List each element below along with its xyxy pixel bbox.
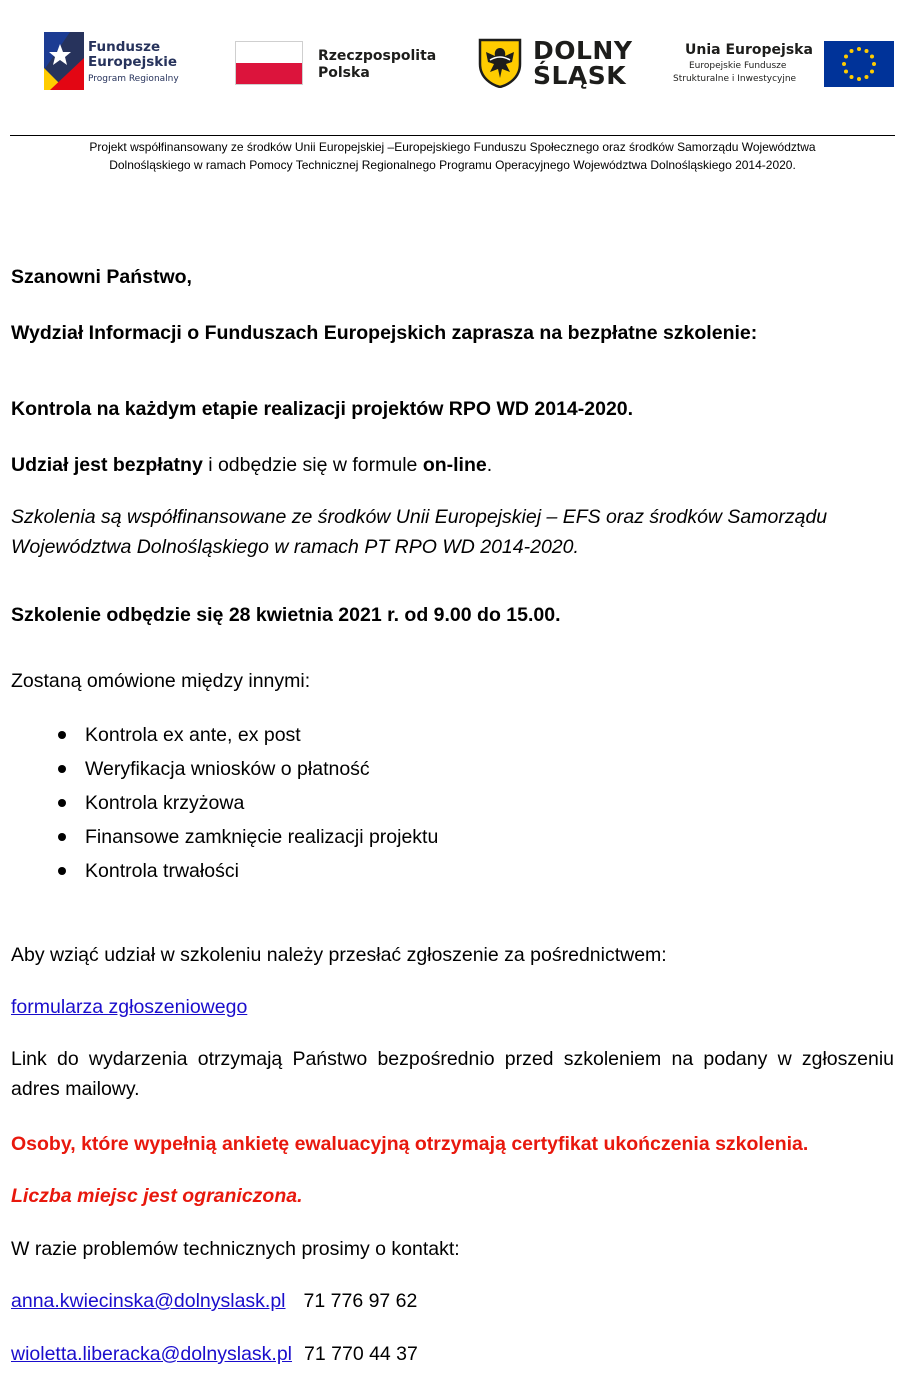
- ds-line1: DOLNY: [533, 36, 633, 65]
- registration-form-link[interactable]: formularza zgłoszeniowego: [11, 996, 248, 1018]
- logo-strip: [0, 0, 900, 125]
- rp-line1: Rzeczpospolita: [318, 48, 437, 64]
- dolny-slask-logo: [478, 36, 638, 92]
- contact-email-link[interactable]: anna.kwiecinska@dolnyslask.pl: [11, 1290, 286, 1312]
- register-intro: Aby wziąć udział w szkoleniu należy przesłać zgłoszenie za pośrednictwem:: [11, 944, 667, 966]
- topic-text: Kontrola krzyżowa: [85, 792, 245, 814]
- topic-text: Kontrola trwałości: [85, 860, 239, 882]
- ue-line1: Unia Europejska: [685, 42, 813, 58]
- link-info: Link do wydarzenia otrzymają Państwo bezpośrednio przed szkoleniem na podany w zgłoszeniu adres mailowy.: [11, 1048, 894, 1100]
- topic-text: Weryfikacja wniosków o płatność: [85, 758, 370, 780]
- bullet-icon: [58, 765, 66, 773]
- bullet-icon: [58, 833, 66, 841]
- cofinancing-disclaimer: [10, 138, 895, 174]
- rzeczpospolita-polska-logo: [235, 38, 445, 90]
- polish-flag-icon: [235, 41, 303, 85]
- eagle-shield-icon: [478, 38, 522, 88]
- participation-note: [11, 450, 894, 480]
- contact-row: [11, 1286, 894, 1316]
- contact-row: [11, 1339, 894, 1369]
- bullet-icon: [58, 731, 66, 739]
- free-online: on-line: [422, 454, 487, 476]
- header-rule: [10, 135, 895, 136]
- training-title: Kontrola na każdym etapie realizacji projektów RPO WD 2014-2020.: [11, 398, 634, 420]
- list-item: [11, 752, 438, 786]
- funding-note: Szkolenia są współfinansowane ze środków Unii Europejskiej – EFS oraz środków Samorządu Województwa Dolnośląskiego w ramach PT RPO WD 2014-2020.: [11, 506, 828, 558]
- fundusze-europejskie-logo: [40, 30, 200, 92]
- ue-line3: Strukturalne i Inwestycyjne: [673, 74, 797, 84]
- contact-email-link[interactable]: wioletta.liberacka@dolnyslask.pl: [11, 1343, 293, 1365]
- fundusze-line1: Fundusze: [88, 39, 161, 55]
- certificate-note: Osoby, które wypełnią ankietę ewaluacyjną otrzymają certyfikat ukończenia szkolenia.: [11, 1133, 809, 1155]
- list-item: [11, 820, 438, 854]
- topic-text: Kontrola ex ante, ex post: [85, 724, 301, 746]
- topics-intro: Zostaną omówione między innymi:: [11, 670, 311, 692]
- list-item: [11, 786, 438, 820]
- ue-line2: Europejskie Fundusze: [689, 61, 787, 71]
- disclaimer-line1: Projekt współfinansowany ze środków Unii Europejskiej –Europejskiego Funduszu Społecznego oraz środków Samorządu Województwa: [89, 140, 816, 154]
- limited-seats-note: Liczba miejsc jest ograniczona.: [11, 1185, 303, 1207]
- fundusze-europejskie-icon: [40, 30, 84, 92]
- fundusze-line2: Europejskie: [88, 54, 178, 70]
- unia-europejska-logo: [673, 38, 897, 90]
- greeting: Szanowni Państwo,: [11, 266, 192, 288]
- ds-line2: ŚLĄSK: [533, 61, 627, 90]
- invite-heading: Wydział Informacji o Funduszach Europejskich zaprasza na bezpłatne szkolenie:: [11, 322, 758, 344]
- free-mid: i odbędzie się w formule: [202, 454, 423, 476]
- list-item: [11, 854, 438, 888]
- rp-line2: Polska: [318, 65, 370, 81]
- eu-flag-icon: [824, 41, 894, 87]
- topics-list: [11, 718, 438, 888]
- bullet-icon: [58, 799, 66, 807]
- contact-phone: 71 776 97 62: [303, 1290, 418, 1312]
- contact-intro: W razie problemów technicznych prosimy o kontakt:: [11, 1238, 460, 1260]
- date-line: Szkolenie odbędzie się 28 kwietnia 2021 r. od 9.00 do 15.00.: [11, 604, 561, 626]
- bullet-icon: [58, 867, 66, 875]
- topic-text: Finansowe zamknięcie realizacji projektu: [85, 826, 439, 848]
- free-bold: Udział jest bezpłatny: [11, 454, 203, 476]
- register-link-line: [11, 992, 894, 1022]
- list-item: [11, 718, 438, 752]
- free-end: .: [486, 454, 493, 476]
- contact-phone: 71 770 44 37: [304, 1343, 418, 1365]
- disclaimer-line2: Dolnośląskiego w ramach Pomocy Technicznej Regionalnego Programu Operacyjnego Województwa Dolnośląskiego 2014-2020.: [109, 158, 796, 172]
- fundusze-line3: Program Regionalny: [88, 74, 179, 84]
